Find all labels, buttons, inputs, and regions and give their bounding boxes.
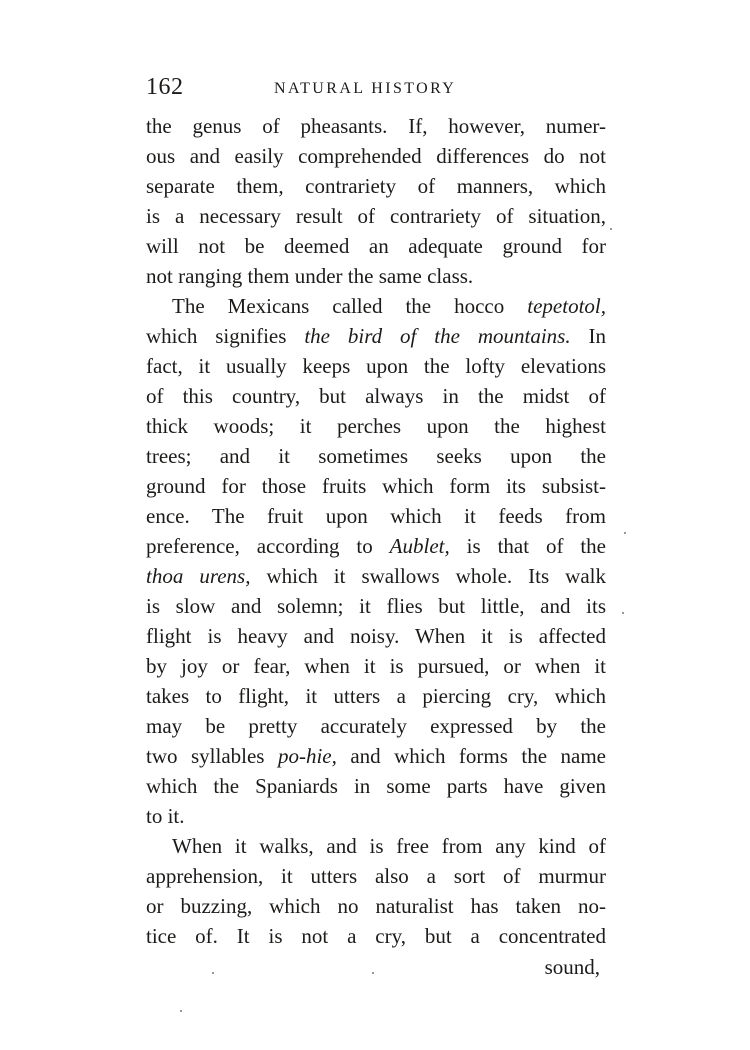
text-segment: two syllables (146, 744, 265, 768)
text-segment: preference, according to (146, 534, 373, 558)
text-line (146, 741, 606, 771)
paper-speck (610, 228, 612, 230)
text-line: of this country, but always in the midst of (146, 384, 606, 408)
text-line: ground for those fruits which form its subsist- (146, 474, 606, 498)
text-segment: In (588, 324, 607, 348)
text-line: not ranging them under the same class. (146, 264, 474, 288)
text-line: or buzzing, which no naturalist has taken no- (146, 894, 606, 918)
text-line (146, 561, 606, 591)
text-segment: which signifies (146, 324, 287, 348)
text-line (146, 531, 606, 561)
italic-name: Aublet, (389, 534, 450, 558)
italic-term: thoa urens, (146, 564, 251, 588)
text-line: takes to flight, it utters a piercing cry, which (146, 684, 606, 708)
text-line: the genus of pheasants. If, however, numer- (146, 114, 606, 138)
paper-speck (212, 972, 214, 974)
text-line: separate them, contrariety of manners, which (146, 174, 606, 198)
text-line: ence. The fruit upon which it feeds from (146, 504, 606, 528)
text-line: fact, it usually keeps upon the lofty elevations (146, 354, 606, 378)
page-number: 162 (146, 74, 184, 100)
text-segment: The Mexicans called the hocco (172, 294, 505, 318)
text-line: to it. (146, 804, 185, 828)
text-segment: and which forms the name (350, 744, 607, 768)
text-line: thick woods; it perches upon the highest (146, 414, 606, 438)
text-line: will not be deemed an adequate ground for (146, 234, 606, 258)
text-line: trees; and it sometimes seeks upon the (146, 444, 606, 468)
text-line: may be pretty accurately expressed by the (146, 714, 606, 738)
text-line: When it walks, and is free from any kind of (172, 834, 606, 858)
italic-phrase: the bird of the mountains. (304, 324, 571, 348)
text-line: ous and easily comprehended differences do not (146, 144, 606, 168)
paper-speck (180, 1010, 182, 1012)
catchword: sound, (544, 955, 600, 979)
running-head (146, 74, 606, 104)
text-line: tice of. It is not a cry, but a concentrated (146, 924, 606, 948)
running-title: NATURAL HISTORY (274, 80, 457, 97)
text-line (146, 291, 606, 321)
italic-term: po-hie, (277, 744, 337, 768)
paper-speck (372, 972, 374, 974)
text-line: apprehension, it utters also a sort of murmur (146, 864, 606, 888)
text-line: is a necessary result of contrariety of situation, (146, 204, 606, 228)
paper-speck (624, 532, 626, 534)
text-line: flight is heavy and noisy. When it is affected (146, 624, 606, 648)
text-line: by joy or fear, when it is pursued, or when it (146, 654, 606, 678)
italic-term: tepetotol, (527, 294, 607, 318)
text-segment: is that of the (466, 534, 606, 558)
text-line: which the Spaniards in some parts have given (146, 774, 606, 798)
text-segment: which it swallows whole. Its walk (266, 564, 606, 588)
body-text (146, 111, 606, 951)
paper-speck (622, 612, 624, 614)
text-line (146, 321, 606, 351)
text-line: is slow and solemn; it flies but little, and its (146, 594, 606, 618)
